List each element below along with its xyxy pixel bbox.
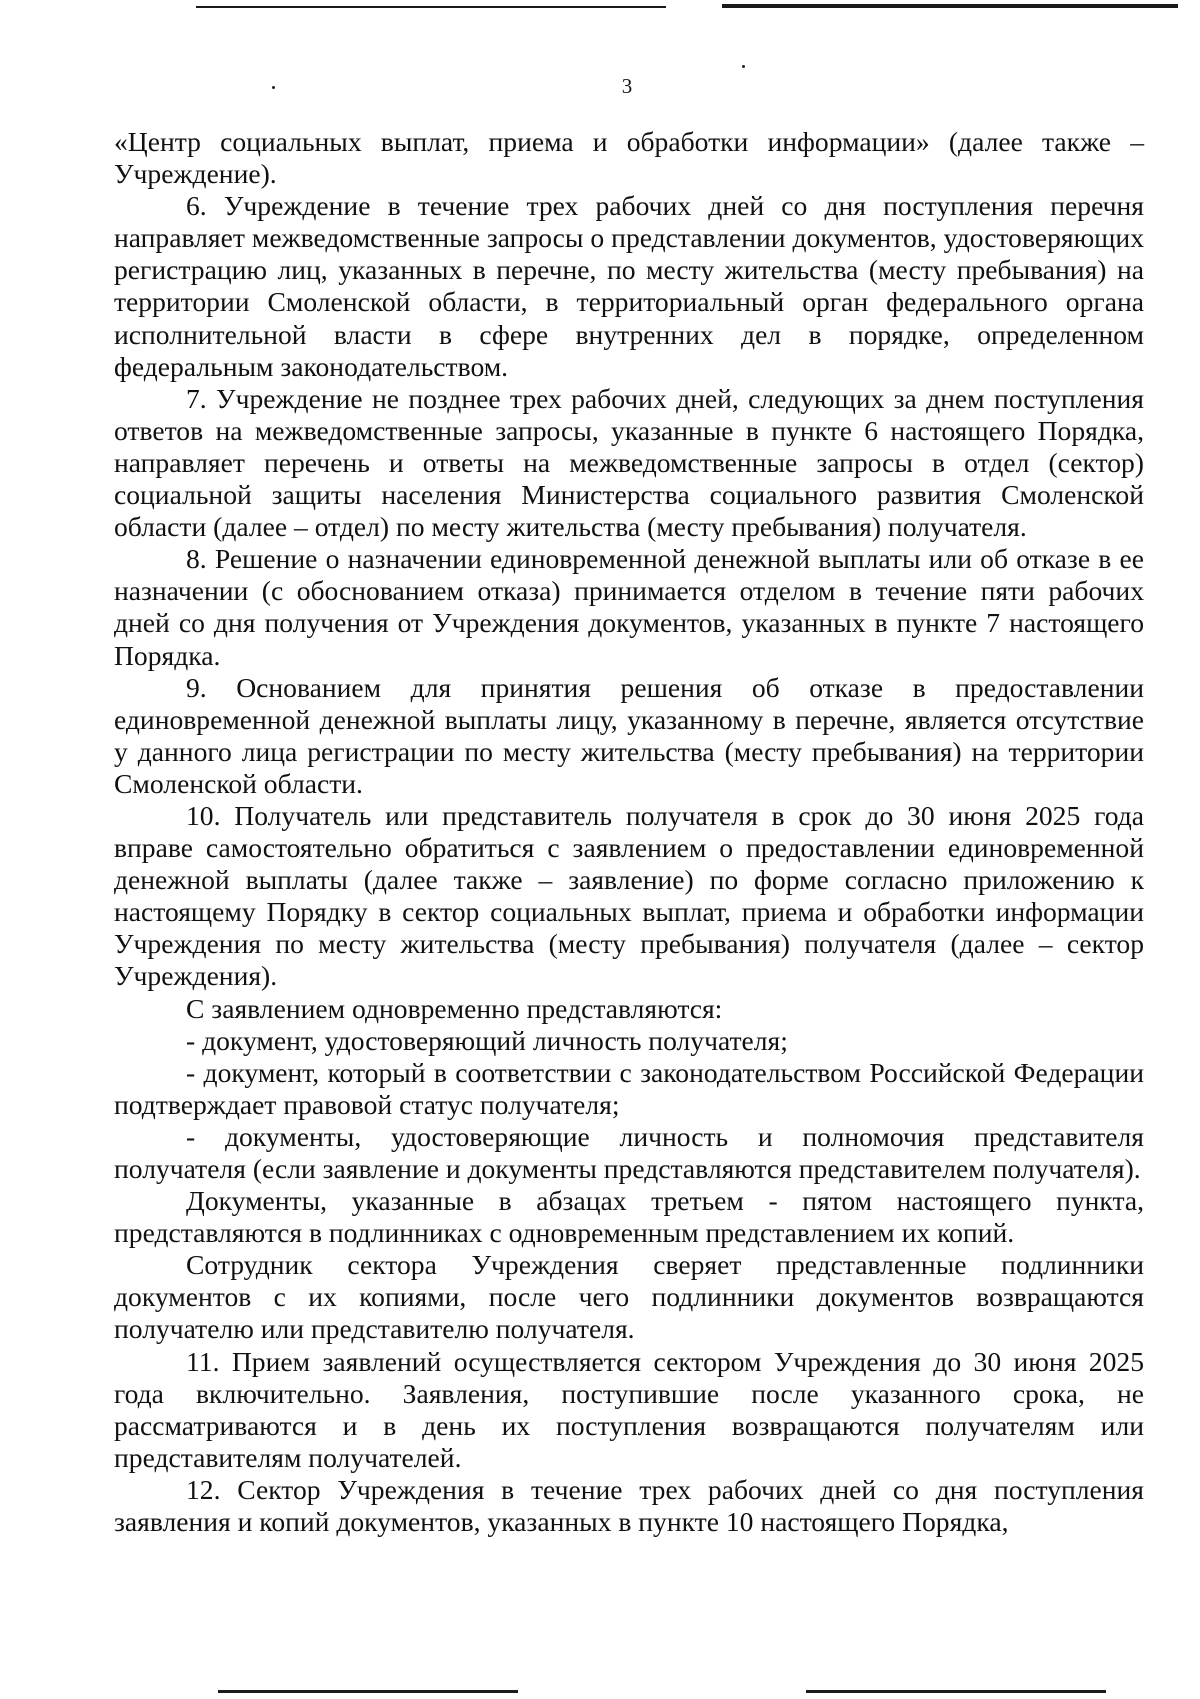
scan-edge-bottom-right [806, 1690, 1106, 1693]
paragraph-documents-intro: С заявлением одновременно представляются: [186, 992, 723, 1024]
document-body [114, 126, 1144, 1538]
list-item-legal-status-document: - документ, который в соответствии с законодательством Российской Федерации подтверждает правовой статус получателя; [114, 1056, 1144, 1120]
paragraph-item-12: 12. Сектор Учреждения в течение трех рабочих дней со дня поступления заявления и копий документов, указанных в пункте 10 настоящего Порядка, [114, 1473, 1144, 1538]
paragraph-item-10: 10. Получатель или представитель получателя в срок до 30 июня 2025 года вправе самостоятельно обратиться с заявлением о предоставлении единовременной денежной выплаты (далее также – заявление) по форме согласно приложению к настоящему Порядку в сектор социальных выплат, приема и обработки информации Учреждения по месту жительства (месту пребывания) получателя (далее – сектор Учреждения). [114, 799, 1144, 992]
page-number: 3 [621, 74, 633, 98]
paragraph-originals-and-copies: Документы, указанные в абзацах третьем - пятом настоящего пункта, представляются в подлинниках с одновременным представлением их копий. [114, 1185, 1144, 1249]
scan-speck [742, 65, 745, 68]
list-item-identity-document: - документ, удостоверяющий личность получателя; [186, 1024, 788, 1056]
scan-edge-bottom-left [218, 1690, 518, 1693]
paragraph-employee-verification: Сотрудник сектора Учреждения сверяет представленные подлинники документов с их копиями, после чего подлинники документов возвращаются получателю или представителю получателя. [114, 1249, 1144, 1345]
paragraph-continuation: «Центр социальных выплат, приема и обработки информации» (далее также – Учреждение). [114, 126, 1144, 190]
paragraph-item-6: 6. Учреждение в течение трех рабочих дней со дня поступления перечня направляет межведомственные запросы о представлении документов, удостоверяющих регистрацию лиц, указанных в перечне, по месту жительства (месту пребывания) на территории Смоленской области, в территориальный орган федерального органа исполнительной власти в сфере внутренних дел в порядке, определенном федеральным законодательством. [114, 190, 1144, 382]
scan-edge-top-left [196, 6, 666, 8]
paragraph-item-7: 7. Учреждение не позднее трех рабочих дней, следующих за днем поступления ответов на межведомственные запросы, указанные в пункте 6 настоящего Порядка, направляет перечень и ответы на межведомственные запросы в отдел (сектор) социальной защиты населения Министерства социального развития Смоленской области (далее – отдел) по месту жительства (месту пребывания) получателя. [114, 382, 1144, 543]
paragraph-item-8: 8. Решение о назначении единовременной денежной выплаты или об отказе в ее назначении (с обоснованием отказа) принимается отделом в течение пяти рабочих дней со дня получения от Учреждения документов, указанных в пункте 7 настоящего Порядка. [114, 543, 1144, 671]
list-item-representative-documents: - документы, удостоверяющие личность и полномочия представителя получателя (если заявление и документы представляются представителем получателя). [114, 1120, 1144, 1184]
paragraph-item-9: 9. Основанием для принятия решения об отказе в предоставлении единовременной денежной выплаты лицу, указанному в перечне, является отсутствие у данного лица регистрации по месту жительства (месту пребывания) на территории Смоленской области. [114, 671, 1144, 799]
scan-edge-top-right [722, 4, 1178, 8]
paragraph-item-11: 11. Прием заявлений осуществляется сектором Учреждения до 30 июня 2025 года включительно. Заявления, поступившие после указанного срока, не рассматриваются и в день их поступления возвращаются получателям или представителям получателей. [114, 1345, 1144, 1473]
